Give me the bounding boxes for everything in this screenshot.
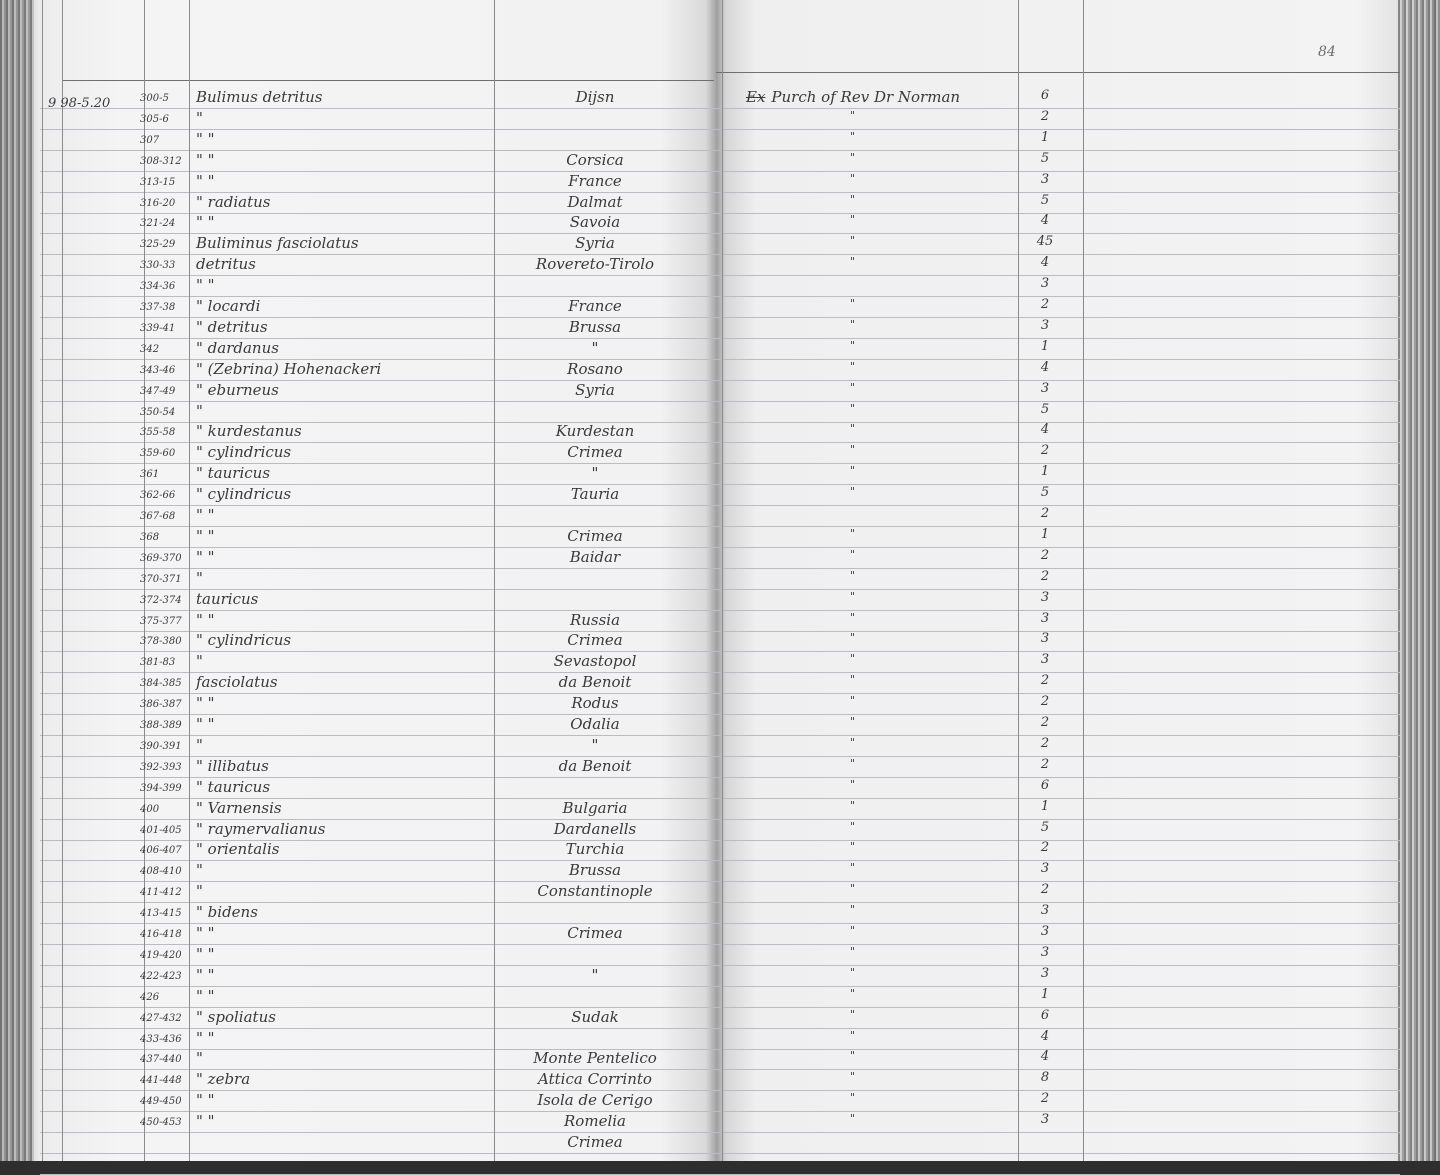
- locality: ": [591, 736, 599, 754]
- register-number: 342: [140, 344, 160, 355]
- source: ": [850, 945, 856, 958]
- species-name: ": [196, 861, 203, 879]
- source: ": [850, 527, 856, 540]
- locality: da Benoit: [558, 757, 632, 775]
- locality: Dijsn: [575, 88, 615, 106]
- specimen-count: 2: [1040, 506, 1050, 521]
- species-name: " kurdestanus: [196, 422, 302, 440]
- locality: Constantinople: [537, 882, 653, 900]
- species-name: " radiatus: [196, 193, 271, 211]
- register-number: 308-312: [140, 156, 182, 167]
- register-number: 400: [140, 804, 160, 815]
- source: ": [850, 569, 856, 582]
- register-number: 388-389: [140, 720, 182, 731]
- source: ": [850, 1091, 856, 1104]
- ledger-row: [0, 694, 1400, 715]
- specimen-count: 3: [1040, 652, 1050, 667]
- page-number: 84: [1318, 44, 1336, 60]
- species-name: " bidens: [196, 903, 258, 921]
- source: ": [850, 422, 856, 435]
- ledger-row: [0, 485, 1400, 506]
- locality: Crimea: [567, 527, 623, 545]
- ledger-row: [0, 882, 1400, 903]
- specimen-count: 3: [1040, 172, 1050, 187]
- specimen-count: 3: [1040, 966, 1050, 981]
- species-name: ": [196, 1049, 203, 1067]
- register-number: 411-412: [140, 887, 182, 898]
- species-name: " ": [196, 1091, 215, 1109]
- ledger-row: [0, 276, 1400, 297]
- source: ": [850, 1070, 856, 1083]
- ledger-row: [0, 527, 1400, 548]
- source: ": [850, 882, 856, 895]
- source: ": [850, 464, 856, 477]
- register-number: 390-391: [140, 741, 182, 752]
- ledger-row: [0, 213, 1400, 234]
- ledger-row: [0, 402, 1400, 423]
- specimen-count: 1: [1040, 464, 1050, 479]
- ledger-row: [0, 1112, 1400, 1133]
- left-header-rule: [62, 80, 714, 81]
- locality: Romelia: [564, 1112, 626, 1130]
- ledger-row: [0, 840, 1400, 861]
- source: ": [850, 757, 856, 770]
- locality: Rodus: [571, 694, 619, 712]
- locality: Monte Pentelico: [533, 1049, 657, 1067]
- source: ": [850, 673, 856, 686]
- species-name: " cylindricus: [196, 443, 292, 461]
- register-number: 334-36: [140, 281, 176, 292]
- species-name: " ": [196, 611, 215, 629]
- register-number: 343-46: [140, 365, 176, 376]
- locality: Attica Corrinto: [538, 1070, 652, 1088]
- specimen-count: 3: [1040, 924, 1050, 939]
- species-name: " ": [196, 506, 215, 524]
- specimen-count: 4: [1040, 213, 1050, 228]
- register-number: 330-33: [140, 260, 176, 271]
- species-name: " ": [196, 276, 215, 294]
- locality: Corsica: [566, 151, 624, 169]
- locality: ": [591, 339, 599, 357]
- ledger-row: [0, 422, 1400, 443]
- register-number: 362-66: [140, 490, 176, 501]
- ledger-row: [0, 673, 1400, 694]
- specimen-count: 3: [1040, 1112, 1050, 1127]
- specimen-count: 3: [1040, 611, 1050, 626]
- register-number: 359-60: [140, 448, 176, 459]
- ledger-row: [0, 861, 1400, 882]
- source: ": [850, 193, 856, 206]
- specimen-count: 3: [1040, 903, 1050, 918]
- ledger-row: [0, 130, 1400, 151]
- register-number: 416-418: [140, 929, 182, 940]
- specimen-count: 2: [1040, 840, 1050, 855]
- ledger-row: [0, 1008, 1400, 1029]
- locality: Kurdestan: [555, 422, 635, 440]
- specimen-count: 2: [1040, 548, 1050, 563]
- specimen-count: 8: [1040, 1070, 1050, 1085]
- locality: Crimea: [567, 631, 623, 649]
- register-number: 305-6: [140, 114, 169, 125]
- ledger-row: [0, 590, 1400, 611]
- ledger-row: [0, 903, 1400, 924]
- source: ": [850, 443, 856, 456]
- ledger-row: [0, 443, 1400, 464]
- ledger-row: [0, 778, 1400, 799]
- locality: ": [591, 464, 599, 482]
- locality: Savoia: [569, 213, 621, 231]
- ledger-row: [0, 611, 1400, 632]
- species-name: " ": [196, 527, 215, 545]
- ledger-row: [0, 652, 1400, 673]
- ledger-row: [0, 924, 1400, 945]
- source: ": [850, 109, 856, 122]
- register-number: 441-448: [140, 1075, 182, 1086]
- specimen-count: 2: [1040, 297, 1050, 312]
- specimen-count: 3: [1040, 318, 1050, 333]
- source: ": [850, 381, 856, 394]
- register-number: 392-393: [140, 762, 182, 773]
- locality: Isola de Cerigo: [537, 1091, 653, 1109]
- locality: Sevastopol: [553, 652, 637, 670]
- source: ": [850, 1008, 856, 1021]
- register-number: 384-385: [140, 678, 182, 689]
- locality: Crimea: [567, 1133, 623, 1151]
- species-name: " ": [196, 1029, 215, 1047]
- specimen-count: 2: [1040, 673, 1050, 688]
- locality: Rovereto-Tirolo: [535, 255, 655, 273]
- register-number: 370-371: [140, 574, 182, 585]
- species-name: detritus: [196, 255, 256, 273]
- register-number: 337-38: [140, 302, 176, 313]
- specimen-count: 5: [1040, 193, 1050, 208]
- locality: Brussa: [568, 861, 622, 879]
- specimen-count: 4: [1040, 1029, 1050, 1044]
- species-name: " ": [196, 130, 215, 148]
- specimen-count: 3: [1040, 381, 1050, 396]
- register-number: 394-399: [140, 783, 182, 794]
- source-cell: [720, 88, 1010, 106]
- ledger-row: [0, 548, 1400, 569]
- register-number: 355-58: [140, 427, 176, 438]
- specimen-count: 1: [1040, 987, 1050, 1002]
- species-name: " ": [196, 987, 215, 1005]
- ledger-row: [0, 339, 1400, 360]
- source: ": [850, 548, 856, 561]
- specimen-count: 2: [1040, 569, 1050, 584]
- species-name: Bulimus detritus: [196, 88, 323, 106]
- specimen-count: 6: [1040, 778, 1050, 793]
- register-number: 367-68: [140, 511, 176, 522]
- register-number: 313-15: [140, 177, 176, 188]
- locality: Dardanells: [553, 820, 637, 838]
- right-header-rule: [716, 72, 1400, 73]
- species-name: " ": [196, 213, 215, 231]
- species-name: ": [196, 569, 203, 587]
- register-number: 361: [140, 469, 160, 480]
- source: ": [850, 234, 856, 247]
- specimen-count: 3: [1040, 945, 1050, 960]
- species-name: " ": [196, 715, 215, 733]
- species-name: " locardi: [196, 297, 261, 315]
- locality: Crimea: [567, 443, 623, 461]
- source: ": [850, 360, 856, 373]
- register-number: 369-370: [140, 553, 182, 564]
- locality: France: [568, 172, 622, 190]
- specimen-count: 2: [1040, 757, 1050, 772]
- source: ": [850, 903, 856, 916]
- source: ": [850, 318, 856, 331]
- locality: Syria: [575, 234, 615, 252]
- register-number: 347-49: [140, 386, 176, 397]
- source: ": [850, 1112, 856, 1125]
- locality: Rosano: [567, 360, 623, 378]
- locality: Crimea: [567, 924, 623, 942]
- right-page-edges: [1398, 0, 1440, 1161]
- species-name: " cylindricus: [196, 631, 292, 649]
- ledger-row: [0, 799, 1400, 820]
- specimen-count: 4: [1040, 255, 1050, 270]
- species-name: " cylindricus: [196, 485, 292, 503]
- species-name: " ": [196, 1112, 215, 1130]
- register-number: 401-405: [140, 825, 182, 836]
- locality: Turchia: [565, 840, 625, 858]
- register-number: 350-54: [140, 407, 176, 418]
- source: ": [850, 861, 856, 874]
- species-name: " ": [196, 966, 215, 984]
- ledger-row: [0, 109, 1400, 130]
- species-name: " ": [196, 694, 215, 712]
- ledger-row: [0, 360, 1400, 381]
- locality: Odalia: [570, 715, 620, 733]
- source: ": [850, 151, 856, 164]
- ledger-row: [0, 234, 1400, 255]
- ledger-row: [0, 151, 1400, 172]
- register-number: 406-407: [140, 845, 182, 856]
- ledger-row: [0, 966, 1400, 987]
- ledger-row: [0, 945, 1400, 966]
- source: ": [850, 778, 856, 791]
- species-name: " orientalis: [196, 840, 280, 858]
- ledger-row: [0, 1091, 1400, 1112]
- source: ": [850, 840, 856, 853]
- locality: Baidar: [569, 548, 621, 566]
- locality: Sudak: [571, 1008, 619, 1026]
- register-number: 437-440: [140, 1054, 182, 1065]
- locality: da Benoit: [558, 673, 632, 691]
- register-number: 419-420: [140, 950, 182, 961]
- species-name: ": [196, 652, 203, 670]
- specimen-count: 5: [1040, 151, 1050, 166]
- source: Purch of Rev Dr Norman: [771, 88, 961, 106]
- source: ": [850, 172, 856, 185]
- register-number: 427-432: [140, 1013, 182, 1024]
- source: ": [850, 611, 856, 624]
- ledger-row: [0, 297, 1400, 318]
- ledger-row: [0, 506, 1400, 527]
- ledger-row: [0, 1070, 1400, 1091]
- ledger-row: [0, 736, 1400, 757]
- locality: Bulgaria: [562, 799, 628, 817]
- specimen-count: 2: [1040, 715, 1050, 730]
- ledger-row: [0, 631, 1400, 652]
- specimen-count: 2: [1040, 882, 1050, 897]
- ledger-row: [0, 1133, 1400, 1154]
- species-name: ": [196, 882, 203, 900]
- ledger-row: [0, 88, 1400, 109]
- species-name: Buliminus fasciolatus: [196, 234, 359, 252]
- register-number: 450-453: [140, 1117, 182, 1128]
- locality: Brussa: [568, 318, 622, 336]
- source: ": [850, 715, 856, 728]
- species-name: " zebra: [196, 1070, 251, 1088]
- species-name: " raymervalianus: [196, 820, 326, 838]
- species-name: " Varnensis: [196, 799, 282, 817]
- register-number: 316-20: [140, 198, 176, 209]
- specimen-count: 2: [1040, 1091, 1050, 1106]
- specimen-count: 3: [1040, 590, 1050, 605]
- ledger-row: [0, 381, 1400, 402]
- species-name: fasciolatus: [196, 673, 278, 691]
- register-number: 408-410: [140, 866, 182, 877]
- source: ": [850, 255, 856, 268]
- ledger-row: [0, 820, 1400, 841]
- register-number: 375-377: [140, 616, 182, 627]
- ledger-row: [0, 1049, 1400, 1070]
- source: ": [850, 966, 856, 979]
- species-name: " tauricus: [196, 778, 271, 796]
- specimen-count: 2: [1040, 443, 1050, 458]
- specimen-count: 2: [1040, 109, 1050, 124]
- register-number: 300-5: [140, 93, 169, 104]
- ledger-row: [0, 987, 1400, 1008]
- accession-date: 9 98-5.20: [48, 96, 111, 111]
- specimen-count: 2: [1040, 736, 1050, 751]
- specimen-count: 1: [1040, 339, 1050, 354]
- source: ": [850, 987, 856, 1000]
- ledger-row: [0, 318, 1400, 339]
- locality: Russia: [569, 611, 621, 629]
- source: ": [850, 213, 856, 226]
- specimen-count: 3: [1040, 631, 1050, 646]
- source: ": [850, 297, 856, 310]
- ledger-row: [0, 255, 1400, 276]
- source: ": [850, 820, 856, 833]
- specimen-count: 1: [1040, 527, 1050, 542]
- locality: France: [568, 297, 622, 315]
- specimen-count: 5: [1040, 402, 1050, 417]
- register-number: 378-380: [140, 636, 182, 647]
- register-number: 413-415: [140, 908, 182, 919]
- struck-text: Ex: [746, 88, 766, 106]
- species-name: " dardanus: [196, 339, 279, 357]
- register-number: 449-450: [140, 1096, 182, 1107]
- locality: Tauria: [570, 485, 620, 503]
- locality: ": [591, 966, 599, 984]
- source: ": [850, 924, 856, 937]
- specimen-count: 3: [1040, 276, 1050, 291]
- register-number: 307: [140, 135, 160, 146]
- ledger-row: [0, 569, 1400, 590]
- species-name: " ": [196, 172, 215, 190]
- ledger-row: [0, 757, 1400, 778]
- species-name: " (Zebrina) Hohenackeri: [196, 360, 382, 378]
- register-number: 325-29: [140, 239, 176, 250]
- register-number: 368: [140, 532, 160, 543]
- register-number: 426: [140, 992, 160, 1003]
- specimen-count: 3: [1040, 861, 1050, 876]
- species-name: " ": [196, 945, 215, 963]
- register-number: 422-423: [140, 971, 182, 982]
- specimen-count: 1: [1040, 130, 1050, 145]
- species-name: ": [196, 402, 203, 420]
- species-name: " eburneus: [196, 381, 279, 399]
- species-name: " ": [196, 548, 215, 566]
- species-name: " ": [196, 924, 215, 942]
- species-name: tauricus: [196, 590, 259, 608]
- species-name: " detritus: [196, 318, 268, 336]
- source: ": [850, 694, 856, 707]
- species-name: " ": [196, 151, 215, 169]
- source: ": [850, 339, 856, 352]
- specimen-count: 4: [1040, 422, 1050, 437]
- source: ": [850, 799, 856, 812]
- species-name: ": [196, 736, 203, 754]
- register-number: 386-387: [140, 699, 182, 710]
- source: ": [850, 631, 856, 644]
- specimen-count: 6: [1040, 1008, 1050, 1023]
- source: ": [850, 590, 856, 603]
- ledger-row: [0, 172, 1400, 193]
- source: ": [850, 402, 856, 415]
- locality: Syria: [575, 381, 615, 399]
- specimen-count: 6: [1040, 88, 1050, 103]
- specimen-count: 2: [1040, 694, 1050, 709]
- source: ": [850, 652, 856, 665]
- register-number: 372-374: [140, 595, 182, 606]
- register-number: 433-436: [140, 1034, 182, 1045]
- ledger-row: [0, 1029, 1400, 1050]
- species-name: " illibatus: [196, 757, 269, 775]
- specimen-count: 4: [1040, 1049, 1050, 1064]
- ledger-row: [0, 464, 1400, 485]
- register-number: 321-24: [140, 218, 176, 229]
- specimen-count: 4: [1040, 360, 1050, 375]
- source: ": [850, 485, 856, 498]
- specimen-count: 5: [1040, 820, 1050, 835]
- source: ": [850, 736, 856, 749]
- source: ": [850, 130, 856, 143]
- source: ": [850, 1029, 856, 1042]
- register-number: 381-83: [140, 657, 176, 668]
- ledger-row: [0, 715, 1400, 736]
- source: ": [850, 1049, 856, 1062]
- register-number: 339-41: [140, 323, 176, 334]
- species-name: " tauricus: [196, 464, 271, 482]
- specimen-count: 45: [1036, 234, 1054, 249]
- locality: Dalmat: [567, 193, 623, 211]
- species-name: ": [196, 109, 203, 127]
- ledger-row: [0, 193, 1400, 214]
- specimen-count: 1: [1040, 799, 1050, 814]
- specimen-count: 5: [1040, 485, 1050, 500]
- species-name: " spoliatus: [196, 1008, 276, 1026]
